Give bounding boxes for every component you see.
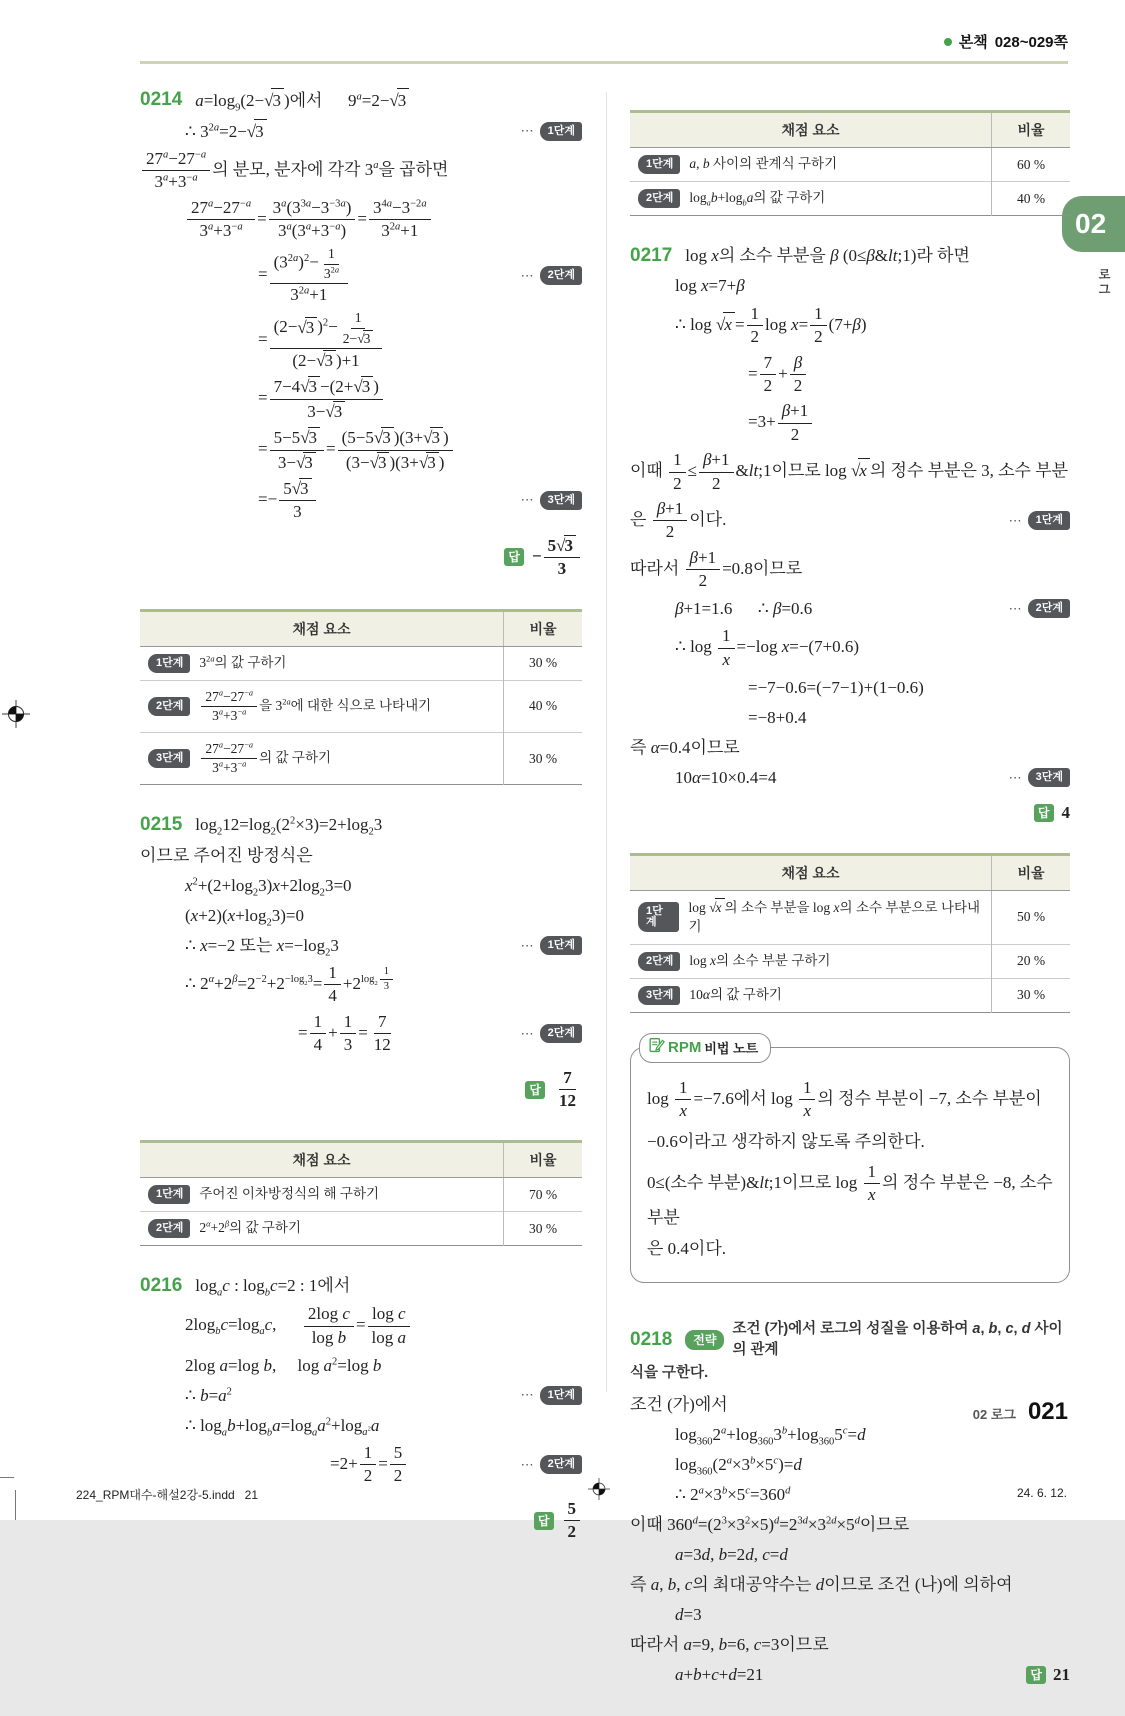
math-expression: 21 xyxy=(1053,1664,1070,1684)
step-badge: 2단계 xyxy=(540,1024,582,1043)
ratio-cell: 50 % xyxy=(992,891,1071,945)
math-line xyxy=(630,547,1070,593)
crop-mark xyxy=(15,1490,16,1520)
math-expression: $\log_212=\log_2(2^2\times 3)=2+\log_23$ xyxy=(195,815,383,838)
criteria-header: 채점 요소 xyxy=(630,112,992,148)
math-line xyxy=(140,309,582,372)
step-badge: 2단계 xyxy=(148,697,190,716)
math-expression: log √x 의 소수 부분을 log x의 소수 부분으로 나타내기 xyxy=(688,900,981,934)
math-line xyxy=(140,842,582,869)
ellipsis: ⋯ xyxy=(520,1456,534,1472)
step-badge: 3단계 xyxy=(540,491,582,510)
math-expression: $2\log_bc=\log_ac$, $\frac{\text{2log c}}{\text{log b}}$ = $\frac{\text{log c}}{\text{log a}}$ xyxy=(185,1303,412,1349)
answer-row xyxy=(140,534,582,581)
math-expression: $\log_ac$ : $\log_bc=2$ : 1에서 xyxy=(195,1276,351,1299)
ratio-header: 비율 xyxy=(992,112,1071,148)
note-pencil-icon xyxy=(648,1037,665,1059)
line-right xyxy=(521,491,582,510)
problem-header xyxy=(630,1319,1070,1360)
note-title-rpm: RPM xyxy=(668,1039,702,1057)
answer-badge: 답 xyxy=(504,548,524,566)
table-body xyxy=(140,646,582,785)
criteria-content xyxy=(148,688,495,725)
answer-badge: 답 xyxy=(1034,804,1054,822)
answer-badge: 답 xyxy=(525,1081,545,1099)
math-line xyxy=(630,595,1070,622)
ellipsis: ⋯ xyxy=(520,492,534,508)
math-expression: ∴ log $\frac{1}{x}$ =−log x=−(7+0.6) xyxy=(675,626,860,669)
table-head xyxy=(630,112,1070,148)
table-head xyxy=(140,1142,582,1178)
table-body xyxy=(630,891,1070,1013)
math-expression: 은 $\frac{\beta+1}{2}$ 이다. xyxy=(630,498,727,542)
step-badge: 1단계 xyxy=(638,155,680,174)
criteria-content xyxy=(148,1219,495,1238)
line-right xyxy=(521,1455,582,1474)
math-expression: $\frac{27^a-27^{-a}}{3^a+3^{-a}}$ 의 값 구하기 xyxy=(199,740,331,777)
grading-table xyxy=(630,853,1070,1013)
ellipsis: ⋯ xyxy=(1008,769,1022,785)
strategy-text: 식을 구한다. xyxy=(630,1364,709,1381)
criteria-content xyxy=(148,654,495,673)
table-row xyxy=(140,1178,582,1212)
math-expression: 따라서 a=9, b=6, c=3이므로 xyxy=(630,1634,829,1654)
ellipsis: ⋯ xyxy=(520,1025,534,1041)
criteria-cell xyxy=(140,646,504,680)
chapter-tab-label: 로그 xyxy=(1097,268,1111,298)
math-line xyxy=(630,449,1070,495)
math-expression: 따라서 $\frac{\beta+1}{2}$ =0.8이므로 xyxy=(630,547,803,591)
math-line xyxy=(140,1442,582,1488)
left-column xyxy=(140,88,582,1572)
math-expression: 2log a=log b, $\log a^2=\log$ b xyxy=(185,1355,382,1375)
line-right xyxy=(1026,1663,1070,1687)
step-badge: 2단계 xyxy=(1028,599,1070,618)
problem-0218 xyxy=(630,1319,1070,1688)
column-divider xyxy=(606,92,607,1392)
math-line xyxy=(140,962,582,1008)
math-line xyxy=(630,1481,1070,1508)
step-badge: 1단계 xyxy=(148,1185,190,1204)
problem-header xyxy=(630,244,1070,268)
math-line xyxy=(630,674,1070,701)
print-date: 24. 6. 12. xyxy=(1016,1486,1067,1500)
math-line xyxy=(630,1571,1070,1598)
math-line xyxy=(647,1233,1053,1265)
math-expression: 0≤(소수 부분)&lt;1이므로 log $\frac{1}{x}$ 의 정수 부분은 −8, 소수 부분 xyxy=(647,1161,1057,1228)
step-badge: 1단계 xyxy=(638,902,679,932)
problem-number: 0214 xyxy=(140,89,183,111)
criteria-cell xyxy=(140,680,504,732)
criteria-cell xyxy=(630,182,992,216)
note-title-text: 비법 노트 xyxy=(704,1041,759,1057)
line-right xyxy=(521,266,582,285)
criteria-header: 채점 요소 xyxy=(630,855,992,891)
math-line xyxy=(140,118,582,145)
step-badge: 3단계 xyxy=(148,749,190,768)
step-badge: 1단계 xyxy=(1028,511,1070,530)
math-expression: $\log_ab+\log_ba$의 값 구하기 xyxy=(689,190,826,208)
math-line xyxy=(630,734,1070,761)
math-line xyxy=(647,1077,1053,1123)
math-expression: ∴ $2^a\times 3^b\times 5^c=360^d$ xyxy=(675,1484,791,1504)
math-expression: =− $\frac{5√3}{3}$ xyxy=(258,477,318,524)
math-line xyxy=(140,1382,582,1409)
math-expression: − $\frac{5√3}{3}$ xyxy=(532,534,582,581)
math-expression: 이때 $360^d=(2^3\times 3^2\times 5)^d=2^{3d}\times 3^{2d}\times 5^d$이므로 xyxy=(630,1514,910,1534)
ellipsis: ⋯ xyxy=(520,123,534,139)
math-line xyxy=(140,375,582,423)
math-line xyxy=(630,764,1070,791)
table-header-row xyxy=(630,855,1070,891)
ellipsis: ⋯ xyxy=(1008,512,1022,528)
math-expression: a=3d, b=2d, c=d xyxy=(675,1544,788,1564)
math-expression: =−8+0.4 xyxy=(748,707,807,727)
line-right xyxy=(521,122,582,141)
step-badge: 3단계 xyxy=(638,986,680,1005)
table-header-row xyxy=(140,610,582,646)
math-expression: = $\frac{1}{4}$ + $\frac{1}{3}$ = $\frac{7}{12}$ xyxy=(298,1011,391,1055)
chapter-tab xyxy=(1062,196,1125,252)
ellipsis: ⋯ xyxy=(520,937,534,953)
green-dot-icon xyxy=(944,38,952,46)
math-line xyxy=(630,352,1070,398)
math-expression: ∴ $\log_ab+\log_ba=\log_aa^2+\log_{a^2}a$ xyxy=(185,1415,380,1438)
math-expression: 이므로 주어진 방정식은 xyxy=(140,845,313,865)
table-row xyxy=(140,646,582,680)
math-expression: $\frac{5}{2}$ xyxy=(562,1498,583,1544)
answer-row xyxy=(140,1498,582,1544)
problem-header xyxy=(140,813,582,837)
math-line xyxy=(630,273,1070,300)
ratio-header: 비율 xyxy=(504,610,583,646)
math-expression: 4 xyxy=(1061,803,1070,823)
math-line xyxy=(630,704,1070,731)
crop-mark xyxy=(0,1477,14,1478)
math-expression: = $(3^{2a})^2-$ $\frac{1}{3^{2a}}$ $3^{2a}+1$ xyxy=(258,245,350,306)
page-footer xyxy=(973,1398,1068,1426)
math-expression: $\frac{7}{12}$ xyxy=(559,1067,576,1111)
line-right xyxy=(521,1024,582,1043)
footer-page-number: 021 xyxy=(1027,1398,1068,1425)
math-line xyxy=(140,872,582,899)
math-expression: β+1=1.6 ∴ β=0.6 xyxy=(675,599,813,619)
math-line xyxy=(140,197,582,243)
criteria-content xyxy=(148,1185,495,1204)
math-expression: ∴ $2^\alpha+2^\beta=2^{-2}+2^{-log_23}=$ $\frac{1}{4}$ $+2^{log_2 \frac{1}{3}}$ xyxy=(185,962,395,1008)
math-line xyxy=(630,303,1070,349)
problem-header xyxy=(140,88,582,113)
math-expression: = $\frac{7-4√3 -(2+√3 )}{3-√3}$ xyxy=(258,375,385,423)
ratio-cell: 70 % xyxy=(504,1178,583,1212)
step-badge: 2단계 xyxy=(638,189,680,208)
table-head xyxy=(630,855,1070,891)
ratio-cell: 30 % xyxy=(504,1212,583,1246)
criteria-content xyxy=(638,986,983,1005)
math-line xyxy=(140,245,582,306)
criteria-content xyxy=(638,952,983,971)
right-column xyxy=(630,88,1070,1716)
math-line xyxy=(630,1661,1070,1688)
ratio-cell: 60 % xyxy=(992,148,1071,182)
problem-number: 0217 xyxy=(630,244,673,266)
math-expression: log x=7+β xyxy=(675,276,745,296)
math-line xyxy=(630,1511,1070,1538)
rpm-note-title xyxy=(639,1033,771,1063)
math-expression: = $\frac{7}{2}$ + $\frac{\beta}{2}$ xyxy=(748,352,808,398)
criteria-cell xyxy=(140,1178,504,1212)
math-expression: $\frac{27^a-27^{-a}}{3^a+3^{-a}}$ = $\frac{3^a(3^{3a}-3^{-3a})}{3^a(3^a+3^{-a})}$ = $\frac{3^{4a}-3^{-2a}}{3^{2a}+1}$ xyxy=(185,197,433,243)
step-badge: 1단계 xyxy=(148,654,190,673)
math-expression: a, b 사이의 관계식 구하기 xyxy=(689,156,838,172)
problem-header xyxy=(140,1274,582,1298)
table-body xyxy=(630,148,1070,216)
math-line xyxy=(140,477,582,524)
math-expression: −0.6이라고 생각하지 않도록 주의한다. xyxy=(647,1131,925,1151)
problem-number: 0216 xyxy=(140,1275,183,1297)
math-expression: ∴ $3^{2a}=2-√3$ xyxy=(185,119,267,144)
math-expression: a+b+c+d=21 xyxy=(675,1664,764,1684)
ellipsis: ⋯ xyxy=(520,1387,534,1403)
rpm-note-box xyxy=(630,1039,1070,1283)
math-line xyxy=(647,1161,1057,1231)
table-header-row xyxy=(630,112,1070,148)
math-expression: = $\frac{5-5√3}{3-√3}$ = $\frac{(5-5√3 )(3+√3 )}{(3-√3 )(3+√3 )}$ xyxy=(258,426,455,474)
step-badge: 3단계 xyxy=(1028,768,1070,787)
line-right xyxy=(521,1386,582,1405)
table-row xyxy=(630,148,1070,182)
math-line xyxy=(630,400,1070,446)
math-expression: 10α=10×0.4=4 xyxy=(675,767,777,787)
step-badge: 2단계 xyxy=(540,1455,582,1474)
grading-table xyxy=(140,609,582,786)
math-expression: ∴ $b=a^2$ xyxy=(185,1385,232,1405)
math-expression: log x의 소수 부분을 β (0≤β&lt;1)라 하면 xyxy=(685,246,970,265)
math-line xyxy=(630,498,1070,544)
criteria-header: 채점 요소 xyxy=(140,610,504,646)
line-right xyxy=(521,936,582,955)
math-line xyxy=(140,426,582,474)
strategy-text: 조건 (가)에서 로그의 성질을 이용하여 a, b, c, d 사이의 관계 xyxy=(732,1321,1063,1358)
math-line xyxy=(140,1303,582,1349)
criteria-header: 채점 요소 xyxy=(140,1142,504,1178)
grading-table xyxy=(140,1140,582,1246)
line-right xyxy=(1009,599,1070,618)
table-head xyxy=(140,610,582,646)
answer-badge: 답 xyxy=(1026,1666,1046,1684)
answer-row xyxy=(630,801,1070,825)
math-line xyxy=(630,625,1070,671)
math-expression: 이때 $\frac{1}{2}$ ≤ $\frac{\beta+1}{2}$ &lt;1이므로 log √x 의 정수 부분은 3, 소수 부분 xyxy=(630,450,1069,493)
step-badge: 1단계 xyxy=(540,122,582,141)
math-expression: ∴ x=−2 또는 $x=-\log_23$ xyxy=(185,935,339,959)
math-line xyxy=(647,1126,1053,1158)
math-expression: = (2−√3 )$^2$− $\frac{1}{2-√3}$ (2−√3 )+1 xyxy=(258,309,384,372)
print-file-name: 224_RPM대수-해설2강-5.indd 21 xyxy=(76,1488,259,1502)
criteria-cell xyxy=(630,891,992,945)
table-header-row xyxy=(140,1142,582,1178)
book-reference xyxy=(944,31,1068,52)
math-expression: $\frac{27^a-27^{-a}}{3^a+3^{-a}}$ 의 분모, 분자에 각각 3$^a$을 곱하면 xyxy=(140,148,448,194)
math-line xyxy=(140,148,582,194)
ellipsis: ⋯ xyxy=(1008,600,1022,616)
table-row xyxy=(140,732,582,784)
table-row xyxy=(630,891,1070,945)
table-row xyxy=(630,944,1070,978)
registration-mark-icon xyxy=(2,700,30,728)
table-row xyxy=(630,182,1070,216)
ratio-cell: 20 % xyxy=(992,944,1071,978)
criteria-content xyxy=(638,155,983,174)
math-expression: $\log_{360}(2^a\times 3^b\times 5^c)=d$ xyxy=(675,1454,802,1478)
criteria-cell xyxy=(630,978,992,1012)
math-expression: $x^2+(2+\log_23)x+2\log_23=0$ xyxy=(185,875,352,899)
problem-0216 xyxy=(140,1274,582,1543)
chapter-tab-number: 02 xyxy=(1075,208,1107,239)
math-expression: =3+ $\frac{\beta+1}{2}$ xyxy=(748,400,814,446)
book-ref-pages: 028~029쪽 xyxy=(994,34,1068,51)
math-expression: 조건 (가)에서 xyxy=(630,1394,728,1414)
math-line xyxy=(630,1601,1070,1628)
math-line xyxy=(630,1451,1070,1478)
criteria-cell xyxy=(140,732,504,784)
criteria-content xyxy=(638,189,983,208)
math-line xyxy=(630,1541,1070,1568)
math-line xyxy=(140,932,582,959)
step-badge: 2단계 xyxy=(148,1219,190,1238)
step-badge: 2단계 xyxy=(638,952,680,971)
table-body xyxy=(140,1178,582,1246)
book-ref-label: 본책 xyxy=(958,34,988,51)
math-expression: $2^\alpha+2^\beta$의 값 구하기 xyxy=(199,1219,302,1236)
criteria-cell xyxy=(140,1212,504,1246)
ratio-cell: 30 % xyxy=(992,978,1071,1012)
problem-0214 xyxy=(140,88,582,581)
criteria-cell xyxy=(630,944,992,978)
math-expression: 즉 α=0.4이므로 xyxy=(630,737,740,757)
math-expression: $(x+2)(x+\log_23)=0$ xyxy=(185,905,305,929)
math-expression: =2+ $\frac{1}{2}$ = $\frac{5}{2}$ xyxy=(330,1442,408,1488)
problem-number: 0218 xyxy=(630,1328,673,1350)
registration-mark-icon xyxy=(588,1478,610,1500)
math-expression: ∴ log √x = $\frac{1}{2}$ log x= $\frac{1}{2}$ (7+β) xyxy=(675,303,867,347)
line-right xyxy=(1009,511,1070,530)
grading-table xyxy=(630,110,1070,216)
math-expression: log $\frac{1}{x}$ =−7.6에서 log $\frac{1}{x}$ 의 정수 부분이 −7, 소수 부분이 xyxy=(647,1077,1042,1121)
math-expression: log x의 소수 부분 구하기 xyxy=(689,952,831,968)
criteria-content xyxy=(638,898,983,937)
math-expression: 은 0.4이다. xyxy=(647,1239,727,1259)
problem-0215 xyxy=(140,813,582,1112)
strategy-badge: 전략 xyxy=(685,1330,724,1350)
step-badge: 2단계 xyxy=(540,266,582,285)
problem-0217 xyxy=(630,244,1070,825)
ratio-cell: 40 % xyxy=(504,680,583,732)
criteria-cell xyxy=(630,148,992,182)
ratio-header: 비율 xyxy=(992,855,1071,891)
math-expression: $3^{2a}$의 값 구하기 xyxy=(199,654,287,670)
math-expression: $\log_{360}2^a+\log_{360}3^b+\log_{360}5^c=d$ xyxy=(675,1424,866,1448)
criteria-content xyxy=(148,740,495,777)
math-line xyxy=(140,1412,582,1439)
answer-badge: 답 xyxy=(534,1512,554,1530)
answer-row xyxy=(140,1067,582,1113)
table-row xyxy=(140,1212,582,1246)
ratio-cell: 30 % xyxy=(504,646,583,680)
ellipsis: ⋯ xyxy=(520,267,534,283)
ratio-cell: 30 % xyxy=(504,732,583,784)
math-expression: 주어진 이차방정식의 해 구하기 xyxy=(199,1186,380,1202)
line-right xyxy=(1009,768,1070,787)
math-expression: 10α의 값 구하기 xyxy=(689,986,782,1002)
math-expression: $a=\log_9(2-√3$ )에서 $9^a=2-√3$ xyxy=(195,88,409,113)
table-row xyxy=(140,680,582,732)
math-expression: d=3 xyxy=(675,1604,702,1624)
math-expression: =−7−0.6=(−7−1)+(1−0.6) xyxy=(748,677,924,697)
math-expression: 즉 a, b, c의 최대공약수는 d이므로 조건 (나)에 의하여 xyxy=(630,1574,1013,1594)
ratio-cell: 40 % xyxy=(992,182,1071,216)
header-rule xyxy=(140,61,1068,64)
math-expression: $\frac{27^a-27^{-a}}{3^a+3^{-a}}$ 을 $3^{2a}$에 대한 식으로 나타내기 xyxy=(199,688,431,725)
math-line xyxy=(140,1011,582,1057)
problem-number: 0215 xyxy=(140,814,183,836)
step-badge: 1단계 xyxy=(540,1386,582,1405)
math-line xyxy=(140,902,582,929)
math-line xyxy=(630,1631,1070,1658)
footer-chapter-label: 02 로그 xyxy=(972,1407,1016,1422)
step-badge: 1단계 xyxy=(540,936,582,955)
math-line xyxy=(140,1352,582,1379)
ratio-header: 비율 xyxy=(504,1142,583,1178)
table-row xyxy=(630,978,1070,1012)
